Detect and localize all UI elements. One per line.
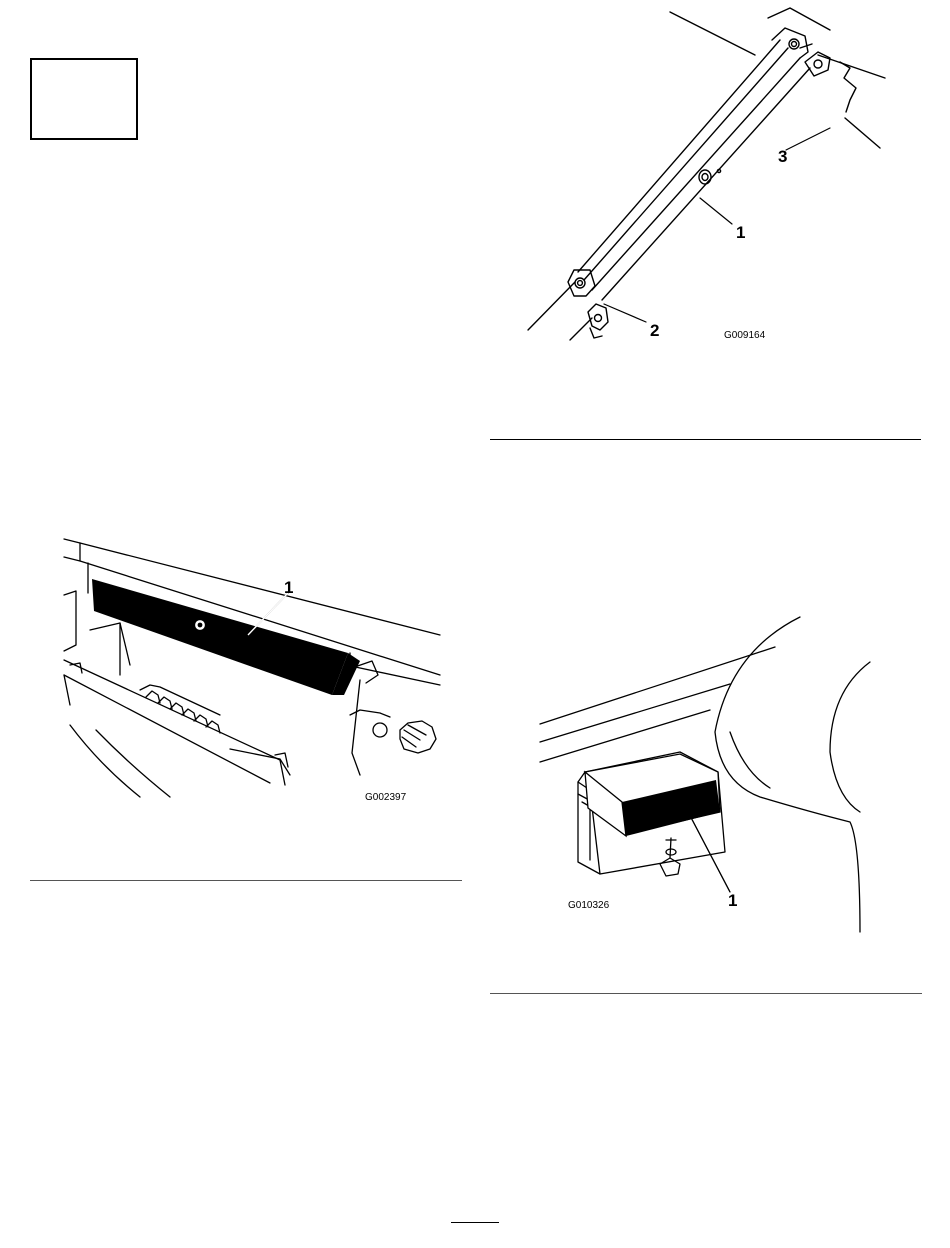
- callout-1: 1: [736, 223, 746, 242]
- callout-1: 1: [728, 891, 738, 910]
- empty-frame-box: [30, 58, 138, 140]
- figure-code: G009164: [724, 330, 766, 341]
- figure-code: G010326: [568, 900, 610, 911]
- figure-battery: [530, 612, 890, 942]
- figure-bracket-assembly: [500, 0, 900, 360]
- section-divider: [30, 880, 462, 881]
- figure-code: G002397: [365, 792, 407, 803]
- section-divider: [490, 439, 921, 440]
- figure-shield-panel: [60, 535, 440, 803]
- footer-rule: [451, 1222, 499, 1223]
- callout-1: 1: [284, 578, 294, 597]
- callout-3: 3: [778, 147, 788, 166]
- section-divider: [490, 993, 922, 994]
- callout-2: 2: [650, 321, 660, 340]
- shield-strip: [92, 579, 348, 695]
